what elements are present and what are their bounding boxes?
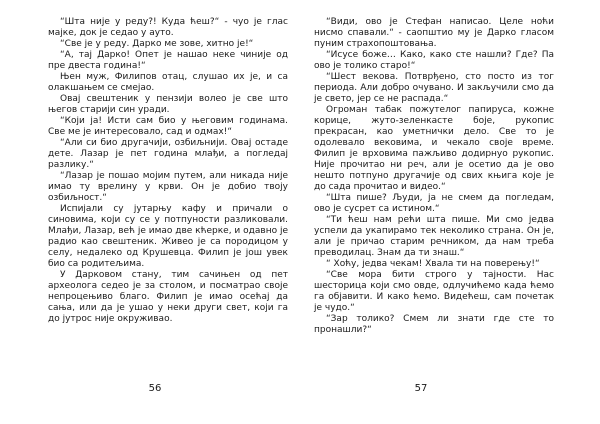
paragraph: Овај свештеник у пензији волео је све што његов старији син уради. [48,94,288,115]
paragraph: У Дарковом стану, тим сачињен од пет археолога седео је за столом, и посматрао своје непроцењиво благо. Филип је имао осећај да сања, или да је ушао у неки други свет, који га до јутрос није окруживао. [48,270,288,324]
paragraph: “Зар толико? Смем ли знати где сте то пронашли?“ [314,314,554,335]
paragraph: “Лазар је пошао мојим путем, али никада није имао ту врелину у крви. Он је добио твоју озбиљност.“ [48,171,288,203]
paragraph: “Све мора бити строго у тајности. Нас шесторица који смо овде, одлучићемо када ћемо га објавити. И како ћемо. Видећеш, сам почетак је чудо.“ [314,270,554,313]
left-page [48,17,288,325]
paragraph: “Исусе боже… Како, како сте нашли? Где? Па ово је толико старо!“ [314,50,554,71]
paragraph: “Шест векова. Потврђено, сто посто из тог периода. Али добро очувано. И закључили смо да је свето, јер се не распада.“ [314,72,554,104]
paragraph: Огроман табак пожутелог папируса, кожне корице, жуто-зеленкасте боје, рукопис прекрасан, као уметнички дело. Све то је одолевало вековима, и чекало своје време. Филип је врховима пажљиво додирнуо рукопис. Није прочитао ни реч, али је осетио да је ово нешто потпуно другачије од свих књига које је до сада прочитао и видео.“ [314,105,554,192]
paragraph: “Шта пише? Људи, ја не смем да погледам, ово је сусрет са истином.“ [314,193,554,214]
paragraph: “ Хоћу, једва чекам! Хвала ти на поверењу!“ [326,259,540,269]
paragraph: “А, тај Дарко! Опет је нашао неке чиније од пре двеста година!“ [48,50,288,71]
paragraph: “Све је у реду. Дарко ме зове, хитно је!“ [60,39,254,49]
paragraph: “Ти ћеш нам рећи шта пише. Ми смо једва успели да укапирамо тек неколико страна. Он је, али је причао старим речником, да нам треба преводилац. Знам да ти знаш.“ [314,215,554,258]
paragraph: Њен муж, Филипов отац, слушао их је, и са олакшањем се смејао. [48,72,288,93]
paragraph: “Шта није у реду?! Куда ћеш?“ - чуо је глас мајке, док је седао у ауто. [48,17,288,38]
paragraph: Испијали су јутарњу кафу и причали о синовима, који су се у потпуности разликовали. Млађи, Лазар, већ је имао две кћерке, и одавно је радио као свештеник. Живео је са породицом у селу, недалеко од Крушевца. Филип је још увек био са родитељима. [48,204,288,269]
paragraph: “Али си био другачији, озбиљнији. Овај остаде дете. Лазар је пет година млађи, а погледај разлику.“ [48,138,288,170]
paragraph: “Види, ово је Стефан написао. Целе ноћи нисмо спавали.“ - саопштио му је Дарко гласом пуним страхопоштовања. [314,17,554,49]
page-number-left: 56 [148,383,162,394]
paragraph: “Који ја! Исти сам био у његовим годинама. Све ме је интересовало, сад и одмах!“ [48,116,288,137]
page-number-right: 57 [414,383,428,394]
right-page [314,17,554,336]
